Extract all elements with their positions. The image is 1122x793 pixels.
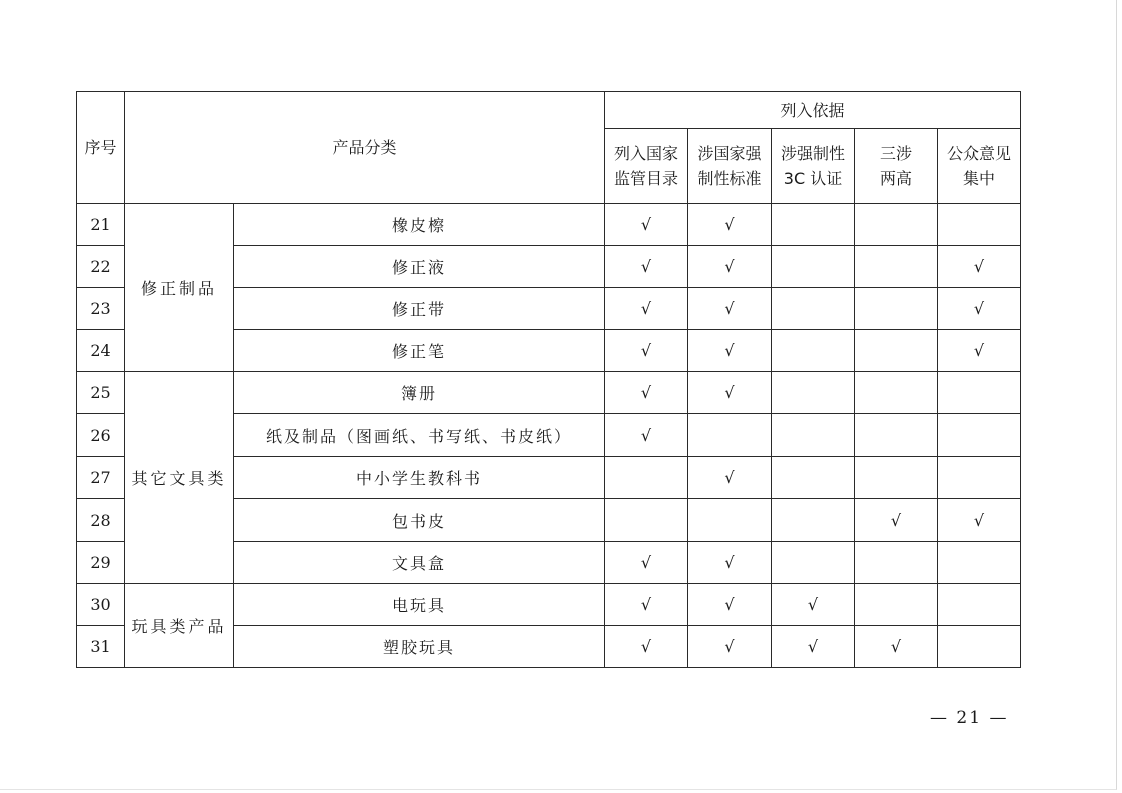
check-cell: √	[605, 542, 688, 584]
check-cell	[938, 372, 1021, 414]
check-cell	[688, 499, 772, 542]
header-basis-mandatory-standard: 涉国家强 制性标准	[688, 129, 772, 204]
check-cell: √	[688, 457, 772, 499]
product-name: 中小学生教科书	[234, 457, 605, 499]
check-cell	[855, 457, 938, 499]
header-basis: 列入依据	[605, 92, 1021, 129]
check-cell	[855, 542, 938, 584]
row-number: 26	[77, 414, 125, 457]
check-cell	[855, 414, 938, 457]
row-number: 30	[77, 584, 125, 626]
check-cell: √	[605, 288, 688, 330]
check-cell	[605, 457, 688, 499]
row-number: 25	[77, 372, 125, 414]
table-row	[77, 204, 1021, 246]
product-table	[76, 91, 1021, 668]
header-basis-3c-certification: 涉强制性 3C 认证	[772, 129, 855, 204]
product-name: 纸及制品（图画纸、书写纸、书皮纸）	[234, 414, 605, 457]
check-cell	[772, 288, 855, 330]
row-number: 29	[77, 542, 125, 584]
check-cell	[688, 414, 772, 457]
group-label: 其它文具类	[125, 372, 234, 584]
check-cell	[938, 457, 1021, 499]
check-cell: √	[772, 626, 855, 668]
check-cell: √	[688, 330, 772, 372]
check-cell: √	[938, 499, 1021, 542]
check-cell	[855, 372, 938, 414]
header-basis-national-catalog: 列入国家 监管目录	[605, 129, 688, 204]
check-cell: √	[605, 330, 688, 372]
check-cell	[855, 246, 938, 288]
header-basis-three-two: 三涉 两高	[855, 129, 938, 204]
check-cell: √	[688, 584, 772, 626]
check-cell	[855, 330, 938, 372]
check-cell: √	[605, 246, 688, 288]
check-cell	[772, 330, 855, 372]
check-cell: √	[605, 584, 688, 626]
check-cell	[772, 204, 855, 246]
product-name: 修正液	[234, 246, 605, 288]
check-cell: √	[938, 288, 1021, 330]
check-cell	[772, 542, 855, 584]
check-cell	[772, 499, 855, 542]
check-cell	[855, 204, 938, 246]
check-cell	[772, 246, 855, 288]
table-row	[77, 584, 1021, 626]
product-name: 修正带	[234, 288, 605, 330]
check-cell	[938, 204, 1021, 246]
row-number: 21	[77, 204, 125, 246]
check-cell: √	[688, 542, 772, 584]
product-name: 修正笔	[234, 330, 605, 372]
row-number: 23	[77, 288, 125, 330]
check-cell: √	[605, 372, 688, 414]
product-name: 包书皮	[234, 499, 605, 542]
group-label: 玩具类产品	[125, 584, 234, 668]
row-number: 22	[77, 246, 125, 288]
check-cell	[938, 414, 1021, 457]
row-number: 28	[77, 499, 125, 542]
check-cell: √	[605, 626, 688, 668]
product-name: 电玩具	[234, 584, 605, 626]
header-basis-public-opinion: 公众意见 集中	[938, 129, 1021, 204]
check-cell	[855, 288, 938, 330]
check-cell	[772, 372, 855, 414]
check-cell: √	[938, 246, 1021, 288]
check-cell: √	[855, 626, 938, 668]
check-cell: √	[688, 246, 772, 288]
row-number: 27	[77, 457, 125, 499]
check-cell: √	[938, 330, 1021, 372]
check-cell: √	[688, 626, 772, 668]
header-seq: 序号	[77, 92, 125, 204]
row-number: 24	[77, 330, 125, 372]
product-name: 塑胶玩具	[234, 626, 605, 668]
table-row	[77, 372, 1021, 414]
check-cell: √	[605, 414, 688, 457]
check-cell	[855, 584, 938, 626]
product-name: 文具盒	[234, 542, 605, 584]
check-cell: √	[855, 499, 938, 542]
row-number: 31	[77, 626, 125, 668]
page-number: — 21 —	[930, 708, 1009, 728]
check-cell: √	[772, 584, 855, 626]
check-cell	[772, 414, 855, 457]
check-cell	[938, 626, 1021, 668]
check-cell	[938, 542, 1021, 584]
product-name: 橡皮檫	[234, 204, 605, 246]
group-label: 修正制品	[125, 204, 234, 372]
check-cell: √	[688, 288, 772, 330]
header-category: 产品分类	[125, 92, 605, 204]
check-cell: √	[605, 204, 688, 246]
check-cell	[772, 457, 855, 499]
check-cell	[938, 584, 1021, 626]
check-cell	[605, 499, 688, 542]
check-cell: √	[688, 372, 772, 414]
product-name: 簿册	[234, 372, 605, 414]
check-cell: √	[688, 204, 772, 246]
